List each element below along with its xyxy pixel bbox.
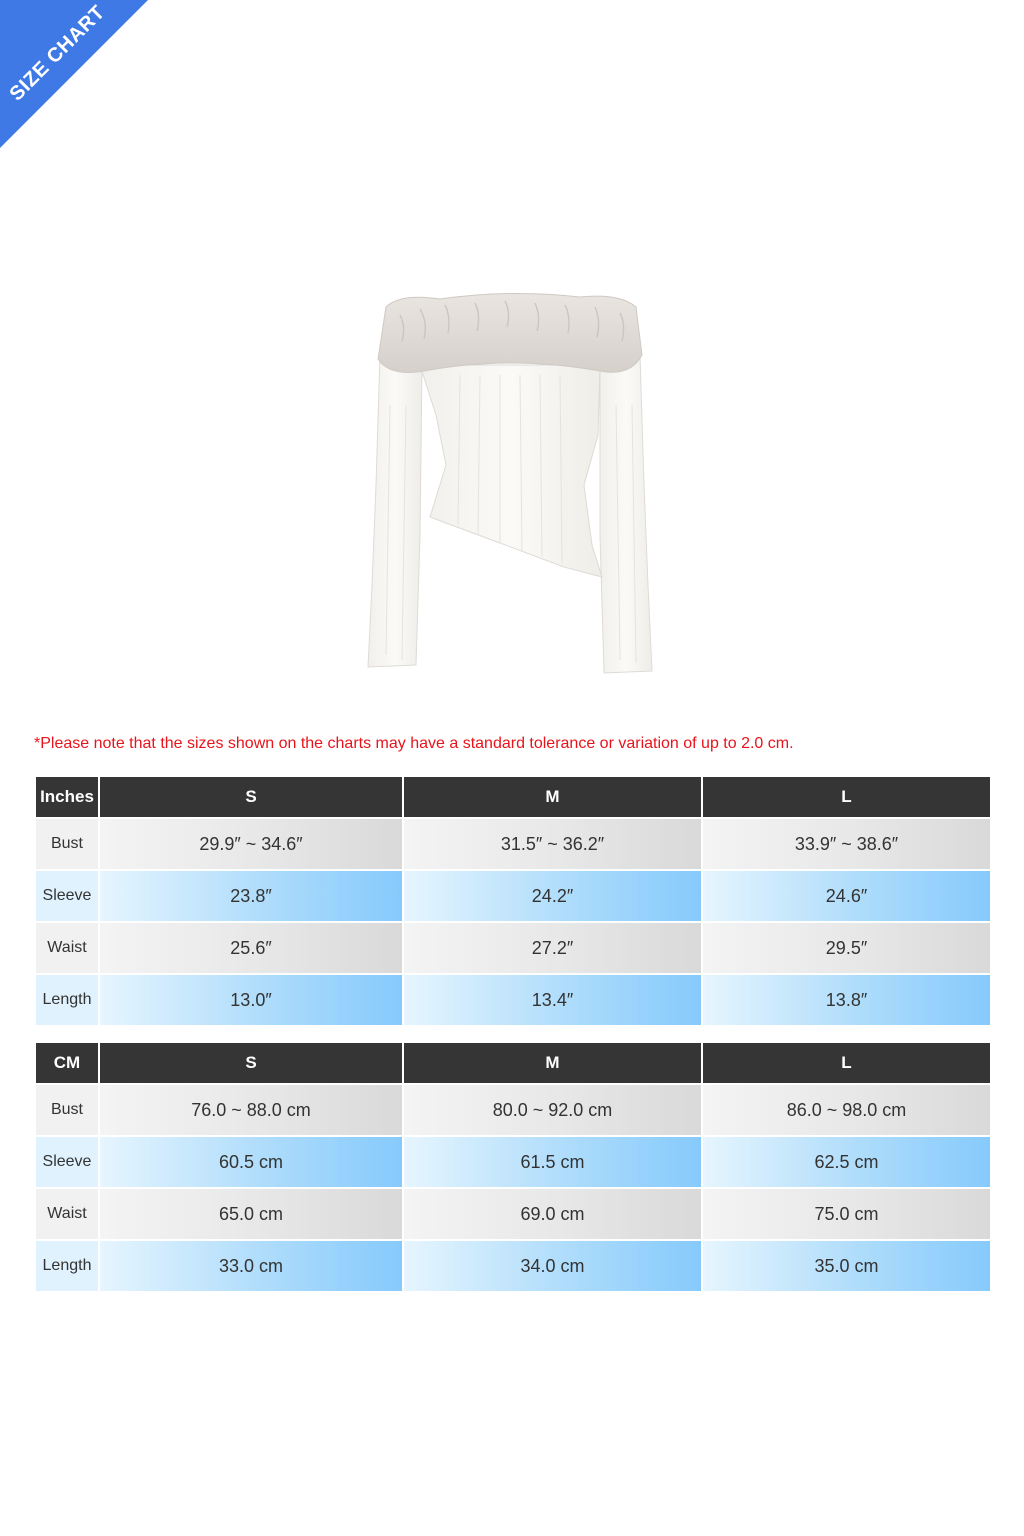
row-label: Waist (36, 923, 98, 973)
inches-size-s-header: S (100, 777, 402, 817)
table-cell: 25.6″ (100, 923, 402, 973)
left-sleeve (368, 355, 422, 667)
table-cell: 13.4″ (404, 975, 701, 1025)
table-cell: 80.0 ~ 92.0 cm (404, 1085, 701, 1135)
table-cell: 24.2″ (404, 871, 701, 921)
inches-unit-header: Inches (36, 777, 98, 817)
cm-size-l-header: L (703, 1043, 990, 1083)
inches-header-row (36, 777, 990, 817)
cm-size-m-header: M (404, 1043, 701, 1083)
row-label: Waist (36, 1189, 98, 1239)
row-label: Length (36, 975, 98, 1025)
product-image (350, 285, 670, 685)
table-cell: 29.9″ ~ 34.6″ (100, 819, 402, 869)
inches-row-sleeve (36, 871, 990, 921)
table-cell: 35.0 cm (703, 1241, 990, 1291)
inches-row-waist (36, 923, 990, 973)
table-cell: 69.0 cm (404, 1189, 701, 1239)
table-cell: 33.0 cm (100, 1241, 402, 1291)
cm-size-table (34, 1041, 992, 1293)
cm-unit-header: CM (36, 1043, 98, 1083)
right-sleeve (600, 355, 652, 673)
table-cell: 34.0 cm (404, 1241, 701, 1291)
cm-size-s-header: S (100, 1043, 402, 1083)
table-cell: 76.0 ~ 88.0 cm (100, 1085, 402, 1135)
inches-row-bust (36, 819, 990, 869)
table-cell: 27.2″ (404, 923, 701, 973)
row-label: Sleeve (36, 871, 98, 921)
table-cell: 31.5″ ~ 36.2″ (404, 819, 701, 869)
cm-row-sleeve (36, 1137, 990, 1187)
cm-header-row (36, 1043, 990, 1083)
inches-size-table (34, 775, 992, 1027)
table-cell: 23.8″ (100, 871, 402, 921)
row-label: Bust (36, 819, 98, 869)
table-cell: 62.5 cm (703, 1137, 990, 1187)
cm-row-length (36, 1241, 990, 1291)
table-cell: 29.5″ (703, 923, 990, 973)
table-cell: 60.5 cm (100, 1137, 402, 1187)
cm-row-bust (36, 1085, 990, 1135)
table-cell: 86.0 ~ 98.0 cm (703, 1085, 990, 1135)
table-cell: 33.9″ ~ 38.6″ (703, 819, 990, 869)
top-body (420, 365, 602, 577)
table-cell: 61.5 cm (404, 1137, 701, 1187)
row-label: Length (36, 1241, 98, 1291)
tolerance-note: *Please note that the sizes shown on the charts may have a standard tolerance or variation of up to 2.0 cm. (34, 735, 794, 752)
inches-size-l-header: L (703, 777, 990, 817)
badge-label: SIZE CHART (5, 1, 110, 106)
row-label: Sleeve (36, 1137, 98, 1187)
table-cell: 24.6″ (703, 871, 990, 921)
inches-size-m-header: M (404, 777, 701, 817)
inches-row-length (36, 975, 990, 1025)
table-cell: 75.0 cm (703, 1189, 990, 1239)
table-cell: 13.0″ (100, 975, 402, 1025)
cm-row-waist (36, 1189, 990, 1239)
fur-collar (378, 293, 642, 372)
table-cell: 13.8″ (703, 975, 990, 1025)
table-cell: 65.0 cm (100, 1189, 402, 1239)
size-chart-badge (0, 0, 150, 150)
row-label: Bust (36, 1085, 98, 1135)
